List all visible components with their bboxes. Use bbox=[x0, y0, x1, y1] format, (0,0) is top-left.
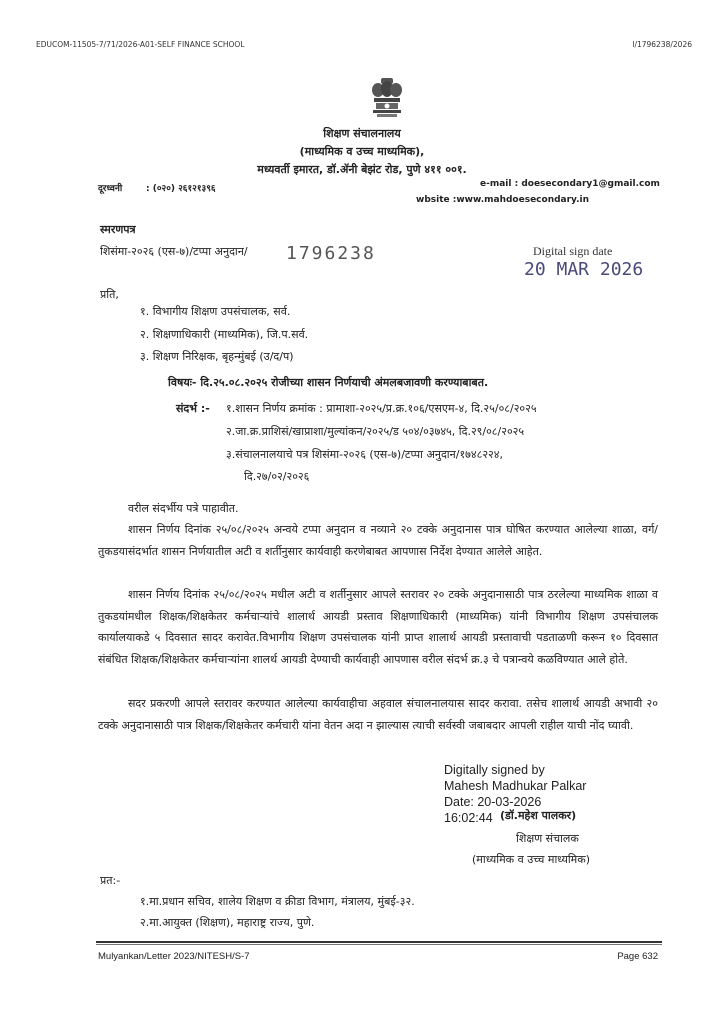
footer-divider-thin bbox=[96, 944, 662, 945]
ref-number-handwritten: 1796238 bbox=[286, 243, 376, 264]
digital-sign-date: 20 MAR 2026 bbox=[524, 259, 644, 280]
website: wbsite :www.mahdoesecondary.in bbox=[416, 195, 590, 205]
phone-number: : (०२०) २६१२१३९६ bbox=[146, 184, 216, 194]
subject-line: विषयः- दि.२५.०८.२०२५ रोजीच्या शासन निर्णयाची अंमलबजावणी करण्याबाबत. bbox=[168, 376, 489, 389]
state-emblem-icon bbox=[368, 76, 406, 120]
recipient-3: ३. शिक्षण निरिक्षक, बृहन्मुंबई (उ/द/प) bbox=[140, 350, 294, 363]
reference-3: ३.संचालनालयाचे पत्र शिसंमा-२०२६ (एस-७)/टप्पा अनुदान/१७४८२२४, bbox=[226, 448, 503, 461]
phone-label: दूरध्वनी bbox=[98, 184, 123, 194]
reference-1: १.शासन निर्णय क्रमांक : प्रामाशा-२०२५/प्र.क्र.१०६/एसएम-४, दि.२५/०८/२०२५ bbox=[226, 402, 537, 415]
top-right-reference: I/1796238/2026 bbox=[632, 40, 692, 49]
copy-recipient-2: २.मा.आयुक्त (शिक्षण), महाराष्ट्र राज्य, पुणे. bbox=[140, 916, 315, 929]
reference-3-date: दि.२७/०२/२०२६ bbox=[244, 470, 310, 483]
paragraph-2: शासन निर्णय दिनांक २५/०८/२०२५ मधील अटी व शर्तीनुसार आपले स्तरावर २० टक्के अनुदानासाठी पात्र ठरलेल्या माध्यमिक शाळा व तुकडयांमधील शिक्षक/शिक्षकेतर कर्मचाऱ्यांचे शालार्थ आयडी प्रस्ताव शिक्षणाधिकारी (माध्यमिक) यांनी विभागीय शिक्षण उपसंचालक कार्यालयाकडे ५ दिवसात सादर करावेत.विभागीय शिक्षण उपसंचालक यांनी प्राप्त शालार्थ आयडी प्रस्तावाची पडताळणी करून १० दिवसात संबंधित शिक्षक/शिक्षकेतर कर्मचाऱ्यांना शालर्थ आयडी देण्याची कार्यवाही आपणास वरील संदर्भ क्र.३ चे पत्रान्वये कळविण्यात आले होते. bbox=[98, 588, 658, 666]
email: e-mail : doesecondary1@gmail.com bbox=[480, 179, 660, 189]
signatory-name: (डॉ.महेश पालकर) bbox=[500, 809, 577, 822]
office-address: मध्यवर्ती इमारत, डॉ.ॲनी बेझंट रोड, पुणे ४११ ००१. bbox=[257, 163, 467, 176]
copy-label: प्रत:- bbox=[100, 874, 121, 887]
digital-signature-line-3: Date: 20-03-2026 bbox=[444, 795, 542, 809]
intro-line: वरील संदर्भीय पत्रे पाहावीत. bbox=[128, 502, 239, 515]
references-label: संदर्भ :- bbox=[176, 402, 210, 415]
top-left-reference: EDUCOM-11505-7/71/2026-A01-SELF FINANCE SCHOOL bbox=[36, 40, 245, 49]
recipient-2: २. शिक्षणाधिकारी (माध्यमिक), जि.प.सर्व. bbox=[140, 328, 309, 341]
office-subtitle: (माध्यमिक व उच्च माध्यमिक), bbox=[299, 145, 425, 158]
paragraph-1: शासन निर्णय दिनांक २५/०८/२०२५ अन्वये टप्पा अनुदान व नव्याने २० टक्के अनुदानास पात्र घोषित करण्यात आलेल्या शाळा, वर्ग/तुकडयासंदर्भात शासन निर्णयातील अटी व शर्तीनुसार कार्यवाही करणेबाबत आपणास निर्देश देण्यात आलेले आहेत. bbox=[98, 523, 658, 558]
copy-recipient-1: १.मा.प्रधान सचिव, शालेय शिक्षण व क्रीडा विभाग, मंत्रालय, मुंबई-३२. bbox=[140, 895, 415, 908]
reference-2: २.जा.क्र.प्राशिसं/खाप्राशा/मुल्यांकन/२०२५/ड ५०४/०३७४५, दि.२९/०८/२०२५ bbox=[226, 425, 525, 438]
letter-type: स्मरणपत्र bbox=[100, 223, 136, 236]
signatory-designation: शिक्षण संचालक bbox=[516, 832, 579, 845]
digital-signature-line-4: 16:02:44 bbox=[444, 811, 493, 825]
signatory-department: (माध्यमिक व उच्च माध्यमिक) bbox=[472, 853, 590, 866]
digital-signature-line-1: Digitally signed by bbox=[444, 763, 545, 777]
ref-number-prefix: शिसंमा-२०२६ (एस-७)/टप्पा अनुदान/ bbox=[100, 245, 248, 258]
footer-page-number: Page 632 bbox=[617, 951, 658, 962]
paragraph-3: सदर प्रकरणी आपले स्तरावर करण्यात आलेल्या कार्यवाहीचा अहवाल संचालनालयास सादर करावा. तसेच शालार्थ आयडी अभावी २० टक्के अनुदानासाठी पात्र शिक्षक/शिक्षकेतर कर्मचारी यांना वेतन अदा न झाल्यास त्याची सर्वस्वी जबाबदार आपली राहील याची नोंद घ्यावी. bbox=[98, 697, 658, 732]
digital-sign-label: Digital sign date bbox=[533, 244, 613, 258]
footer-left: Mulyankan/Letter 2023/NITESH/S-7 bbox=[98, 951, 250, 962]
office-title: शिक्षण संचालनालय bbox=[323, 127, 401, 140]
digital-signature-line-2: Mahesh Madhukar Palkar bbox=[444, 779, 587, 793]
recipient-1: १. विभागीय शिक्षण उपसंचालक, सर्व. bbox=[140, 305, 291, 318]
to-label: प्रति, bbox=[100, 288, 119, 301]
footer-divider bbox=[96, 941, 662, 943]
